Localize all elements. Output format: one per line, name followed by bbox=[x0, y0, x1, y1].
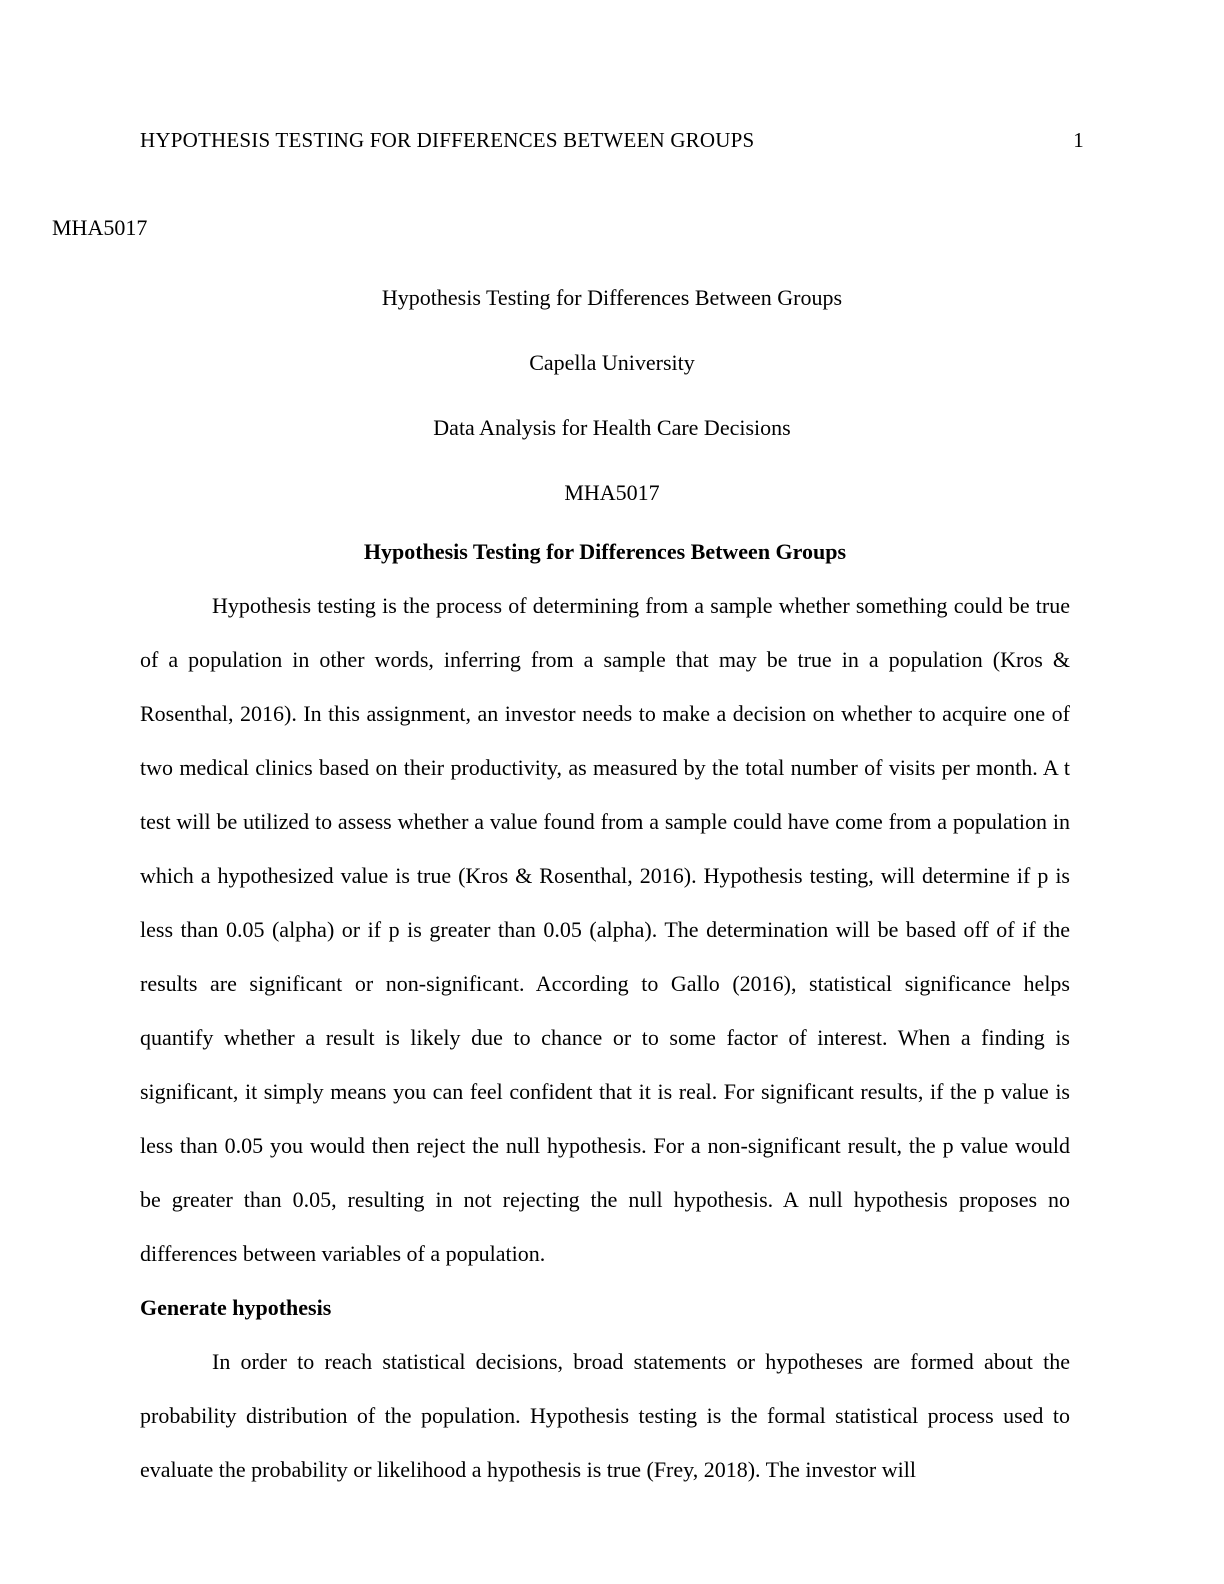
page-number: 1 bbox=[1073, 128, 1084, 152]
paragraph-generate-hypothesis: In order to reach statistical decisions, broad statements or hypotheses are formed about the probability distribution of the population. Hypothesis testing is the formal statistical process used to evaluate the probability or likelihood a hypothesis is true (Frey, 2018). The investor will bbox=[140, 1349, 1070, 1482]
course-code-label: MHA5017 bbox=[52, 215, 148, 240]
course-name: Data Analysis for Health Care Decisions bbox=[433, 415, 791, 440]
running-head bbox=[140, 128, 1084, 153]
course-number: MHA5017 bbox=[564, 480, 660, 505]
institution-name: Capella University bbox=[529, 350, 695, 375]
running-head-text: HYPOTHESIS TESTING FOR DIFFERENCES BETWEEN GROUPS bbox=[140, 128, 755, 152]
paper-title: Hypothesis Testing for Differences Between Groups bbox=[381, 285, 843, 310]
subheading-generate-hypothesis: Generate hypothesis bbox=[140, 1295, 332, 1320]
title-block bbox=[140, 265, 1084, 525]
section-heading: Hypothesis Testing for Differences Between Groups bbox=[363, 539, 847, 564]
paragraph-intro: Hypothesis testing is the process of determining from a sample whether something could be true of a population in other words, inferring from a sample that may be true in a population (Kros & Rosenthal, 2016). In this assignment, an investor needs to make a decision on whether to acquire one of two medical clinics based on their productivity, as measured by the total number of visits per month. A t test will be utilized to assess whether a value found from a sample could have come from a population in which a hypothesized value is true (Kros & Rosenthal, 2016). Hypothesis testing, will determine if p is less than 0.05 (alpha) or if p is greater than 0.05 (alpha). The determination will be based off of if the results are significant or non-significant. According to Gallo (2016), statistical significance helps quantify whether a result is likely due to chance or to some factor of interest. When a finding is significant, it simply means you can feel confident that it is real. For significant results, if the p value is less than 0.05 you would then reject the null hypothesis. For a non-significant result, the p value would be greater than 0.05, resulting in not rejecting the null hypothesis. A null hypothesis proposes no differences between variables of a population. bbox=[140, 593, 1070, 1266]
document-body bbox=[140, 525, 1070, 1497]
